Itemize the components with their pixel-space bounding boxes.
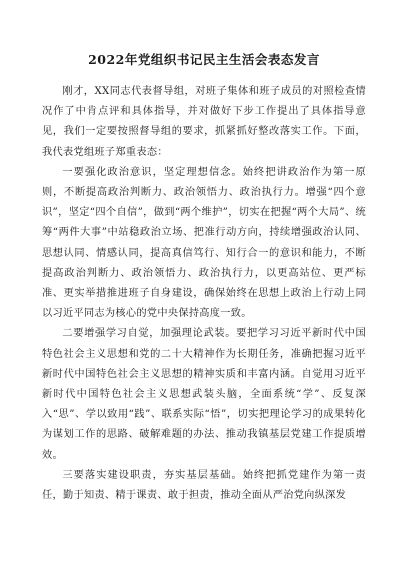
paragraph-intro: 刚才，XX同志代表督导组，对班子集体和班子成员的对照检查情况作了中肯点评和具体指导，并对做好下步工作提出了具体指导意见，我们一定要按照督导组的要求，抓紧抓好整改落实工作。下面，我代表党组班子郑重表态： [42,86,366,158]
paragraph-responsibility: 三要落实建设职责，夯实基层基础。始终把抓党建作为第一责任，勤于知责、精于课责、敢于担责，推动全面从严治党向纵深发 [42,469,366,502]
document-title: 2022年党组织书记民主生活会表态发言 [88,52,320,67]
paragraph-study: 二要增强学习自觉，加强理论武装。要把学习习近平新时代中国特色社会主义思想和党的二十大精神作为长期任务，准确把握习近平新时代中国特色社会主义思想的精神实质和丰富内涵。自觉用习近平新时代中国特色社会主义思想武装头脑，全面系统“学”、反复深入“思”、学以致用“践”、联系实际“悟”，切实把理论学习的成果转化为谋划工作的思路、破解难题的办法、推动我镇基层党建工作提质增效。 [42,328,366,461]
paragraph-political-awareness: 一要强化政治意识，坚定理想信念。始终把讲政治作为第一原则，不断提高政治判断力、政治领悟力、政治执行力。增强“四个意识”，坚定“四个自信”，做到“两个维护”，切实在把握“两个大局”、统筹“两件大事”中站稳政治立场、把准行动方向，持续增强政治认同、思想认同、情感认同，提高真信笃行、知行合一的意识和能力，不断提高政治判断力、政治领悟力、政治执行力，以更高站位、更严标准、更实举措推进班子自身建设，确保始终在思想上政治上行动上同以习近平同志为核心的党中央保持高度一致。 [42,166,366,320]
